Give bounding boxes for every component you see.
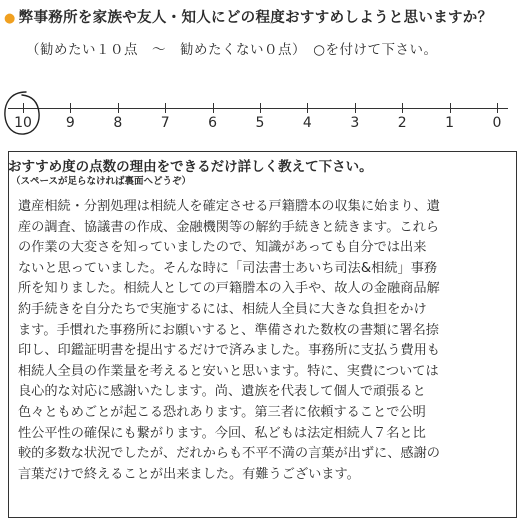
answer-line: 性公平性の確保にも繋がります。今回、私どもは法定相続人７名と比 [18, 425, 426, 441]
scale-tick [213, 103, 214, 113]
answer-line: 印し、印鑑証明書を提出するだけで済みました。事務所に支払う費用も [18, 343, 440, 359]
reason-note: （スペースが足らなければ裏面へどうぞ） [11, 176, 192, 187]
answer-line: 良心的な対応に感謝いたします。尚、遺族を代表して個人で頑張ると [18, 384, 426, 400]
scale-number-1: 1 [445, 115, 455, 131]
scale-number-10: 10 [14, 115, 32, 131]
answer-line: 所を知りました。相続人としての戸籍謄本の入手や、故人の金融商品解 [18, 281, 440, 297]
answer-line: 較的多数な状況でしたが、だれからも不平不満の言葉が出ずに、感謝の [18, 446, 440, 462]
scale-tick [260, 103, 261, 113]
scale-number-2: 2 [397, 115, 407, 131]
scale-number-9: 9 [65, 115, 75, 131]
answer-line: 約手続きを自分たちで実施するには、相続人全員に大きな負担をかけ [18, 301, 427, 317]
scale-tick [70, 103, 71, 113]
scale-tick [307, 103, 308, 113]
answer-line: 色々ともめごとが起こる恐れあります。第三者に依頼することで公明 [18, 404, 426, 420]
scale-number-5: 5 [255, 115, 265, 131]
scale-tick [355, 103, 356, 113]
scale-number-7: 7 [160, 115, 170, 131]
scale-tick [165, 103, 166, 113]
scale-tick [450, 103, 451, 113]
scale-tick [497, 103, 498, 113]
scale-tick [402, 103, 403, 113]
scale-number-0: 0 [492, 115, 502, 131]
scale-number-8: 8 [113, 115, 123, 131]
question-text: 弊事務所を家族や友人・知人にどの程度おすすめしようと思いますか？ [18, 10, 493, 26]
scale-number-4: 4 [302, 115, 312, 131]
selected-circle-mark [0, 88, 46, 138]
reason-title: おすすめ度の点数の理由をできるだけ詳しく教えて下さい。 [8, 159, 373, 175]
answer-line: 言葉だけで終えることが出来ました。有難うございます。 [18, 466, 360, 482]
answer-line: 相続人全員の作業量を考えると安いと思います。特に、実費については [18, 363, 439, 379]
answer-line: 遺産相続・分割処理は相続人を確定させる戸籍謄本の収集に始まり、遺 [18, 199, 440, 214]
rating-scale-line [8, 108, 508, 109]
scale-number-6: 6 [208, 115, 218, 131]
scale-tick [118, 103, 119, 113]
bullet-icon: ● [4, 11, 16, 26]
handwritten-answer [18, 197, 508, 485]
answer-line: の作業の大変さを知っていましたので、知識があっても自分では出来 [18, 240, 427, 256]
survey-question [4, 6, 492, 27]
answer-line: 産の調査、協議書の作成、金融機関等の解約手続きと続きます。これら [18, 219, 439, 235]
scale-number-3: 3 [350, 115, 360, 131]
answer-line: ないと思っていました。そんな時に「司法書士あいち司法&相続」事務 [18, 260, 438, 276]
answer-line: ます。手慣れた事務所にお願いすると、準備された数枚の書類に署名捺 [18, 322, 439, 338]
scale-instruction: （勧めたい１０点 ～ 勧めたくない０点） ○を付けて下さい。 [26, 42, 438, 58]
